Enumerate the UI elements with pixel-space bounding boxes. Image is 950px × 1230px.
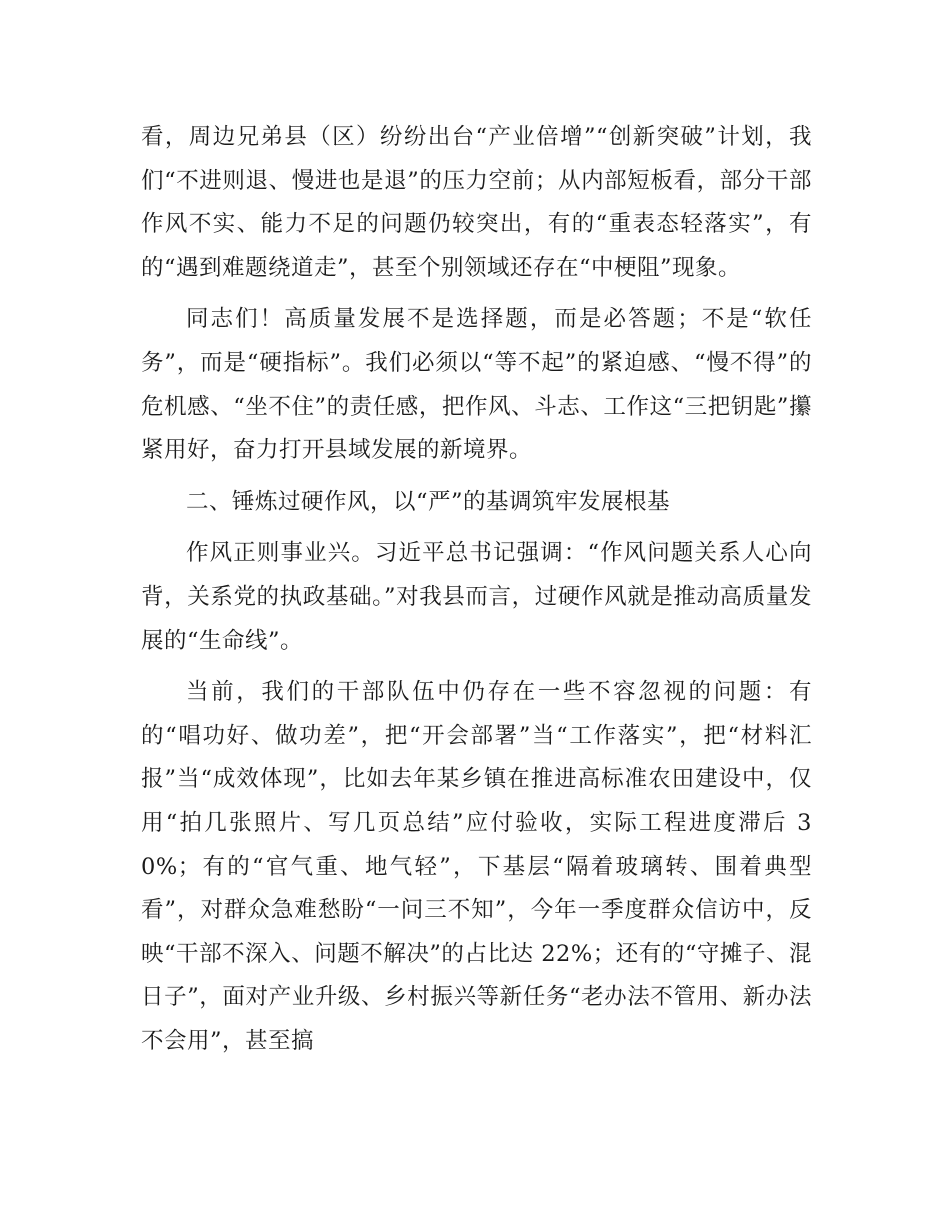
paragraph-current-problems: 当前，我们的干部队伍中仍存在一些不容忽视的问题：有的“唱功好、做功差”，把“开会部署”当“工作落实”，把“材料汇报”当“成效体现”，比如去年某乡镇在推进高标准农田建设中，仅用“拍几张照片、写几页总结”应付验收，实际工程进度滞后 30%；有的“官气重、地气轻”，下基层“隔着玻璃转、围着典型看”，对群众急难愁盼“一问三不知”，今年一季度群众信访中，反映“干部不深入、问题不解决”的占比达 22%；还有的“守摊子、混日子”，面对产业升级、乡村振兴等新任务“老办法不管用、新办法不会用”，甚至搞 [141, 679, 812, 1054]
section-heading: 二、锤炼过硬作风，以“严”的基调筑牢发展根基 [186, 488, 671, 515]
paragraph-call-to-action: 同志们！高质量发展不是选择题，而是必答题；不是“软任务”，而是“硬指标”。我们必须以“等不起”的紧迫感、“慢不得”的危机感、“坐不住”的责任感，把作风、斗志、工作这“三把钥匙”攥紧用好，奋力打开县域发展的新境界。 [141, 306, 812, 464]
paragraph-continuation: 看，周边兄弟县（区）纷纷出台“产业倍增”“创新突破”计划，我们“不进则退、慢进也是退”的压力空前；从内部短板看，部分干部作风不实、能力不足的问题仍较突出，有的“重表态轻落实”，有的“遇到难题绕道走”，甚至个别领域还存在“中梗阻”现象。 [141, 124, 812, 281]
paragraph-work-style: 作风正则事业兴。习近平总书记强调：“作风问题关系人心向背，关系党的执政基础。”对我县而言，过硬作风就是推动高质量发展的“生命线”。 [141, 540, 812, 654]
